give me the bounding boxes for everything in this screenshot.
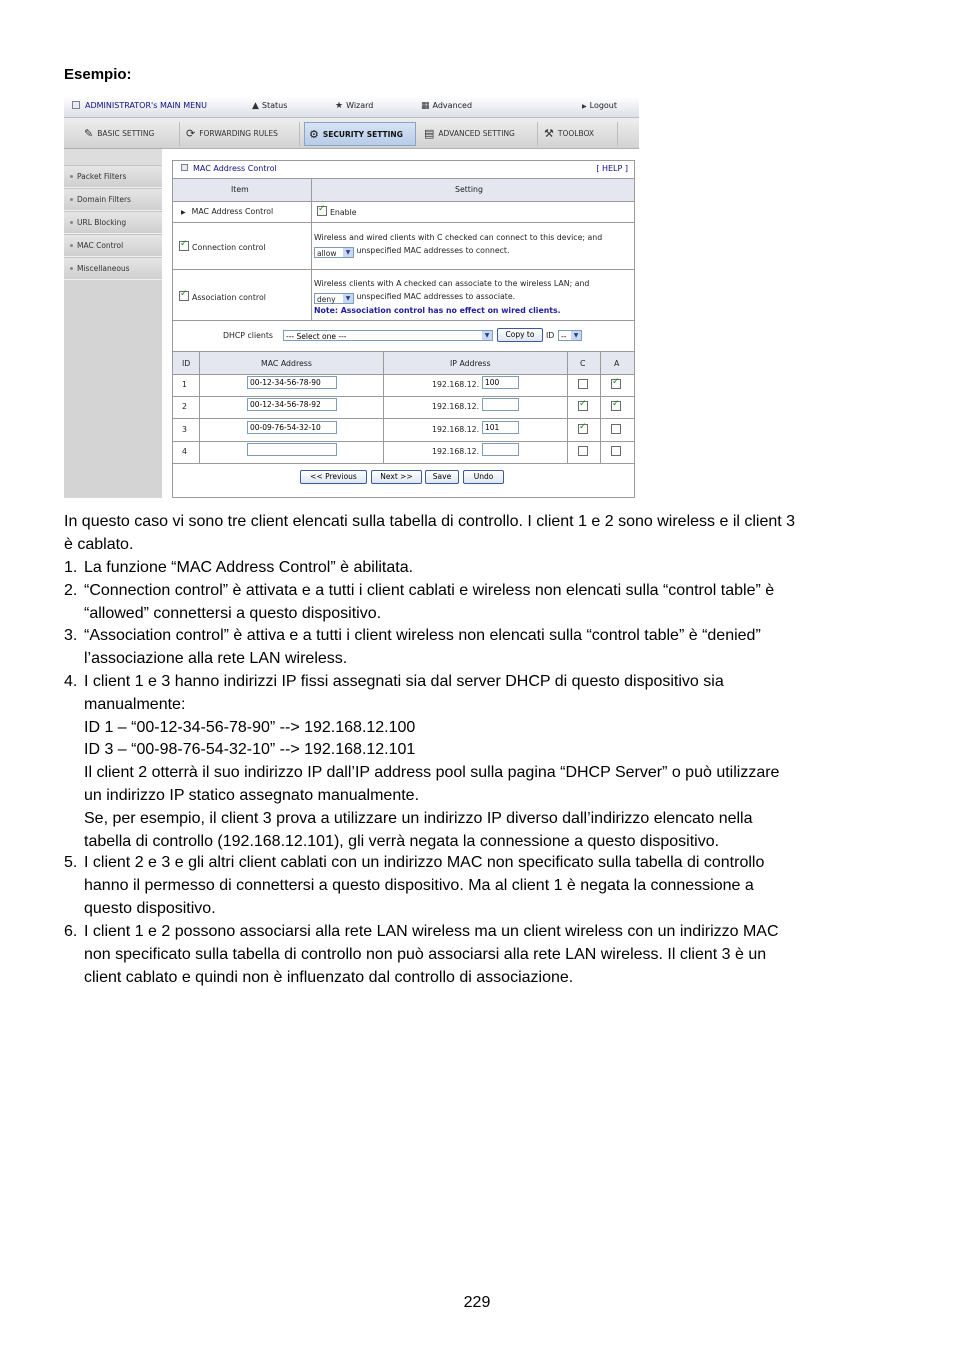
row-3-a-checkbox[interactable] bbox=[611, 424, 621, 434]
mac-control-label: ▶ MAC Address Control bbox=[181, 207, 274, 216]
row-4-ip-prefix: 192.168.12. bbox=[432, 447, 480, 456]
list-item-line: manualmente: bbox=[84, 695, 186, 713]
connection-control-checkbox[interactable]: ✓Connection control bbox=[179, 241, 266, 252]
bullet-icon bbox=[70, 198, 73, 201]
sidebar-item-domain-filters[interactable]: Domain Filters bbox=[64, 188, 162, 211]
mac-control-panel bbox=[172, 160, 635, 498]
dhcp-clients-label: DHCP clients bbox=[223, 331, 273, 340]
row-4-a-checkbox[interactable] bbox=[611, 446, 621, 456]
status-link[interactable]: ▲ Status bbox=[252, 101, 288, 111]
divider bbox=[173, 441, 634, 442]
list-number: 1. bbox=[64, 559, 78, 576]
basic-setting-icon: ✎ bbox=[84, 127, 94, 140]
undo-button[interactable]: Undo bbox=[463, 470, 504, 484]
row-3-ip-input[interactable]: 101 bbox=[482, 421, 519, 434]
advanced-link[interactable]: ▦ Advanced bbox=[421, 101, 473, 111]
list-item-line: questo dispositivo. bbox=[84, 899, 216, 917]
col-ip-header: IP Address bbox=[450, 359, 491, 368]
list-item-line: un indirizzo IP statico assegnato manualmente. bbox=[84, 786, 420, 804]
list-item bbox=[64, 580, 774, 626]
divider bbox=[173, 269, 634, 270]
row-2-a-checkbox[interactable] bbox=[611, 401, 621, 411]
row-1-ip-input[interactable]: 100 bbox=[482, 376, 519, 389]
association-policy-line: deny ▼ unspecified MAC addresses to associate. bbox=[314, 292, 515, 304]
tab-security-setting[interactable]: ⚙ SECURITY SETTING bbox=[304, 122, 416, 146]
tab-basic-setting[interactable]: ✎ BASIC SETTING bbox=[80, 122, 180, 146]
connection-policy-select[interactable]: allow ▼ bbox=[314, 247, 354, 258]
tab-toolbox[interactable]: ⚒ TOOLBOX bbox=[540, 122, 618, 146]
tab-forwarding-rules[interactable]: ⟳ FORWARDING RULES bbox=[182, 122, 300, 146]
row-1-id: 1 bbox=[182, 380, 187, 389]
row-3-mac-input[interactable]: 00-09-76-54-32-10 bbox=[247, 421, 337, 434]
dhcp-clients-select[interactable]: --- Select one --- ▼ bbox=[283, 330, 493, 341]
panel-title: MAC Address Control bbox=[181, 164, 277, 173]
list-item-line: Il client 2 otterrà il suo indirizzo IP dall’IP address pool sulla pagina “DHCP Server” o può utilizzare bbox=[84, 764, 780, 782]
connection-description: Wireless and wired clients with C checked can connect to this device; and bbox=[314, 233, 603, 242]
enable-checkbox[interactable]: ✓ Enable bbox=[317, 206, 357, 217]
page-number: 229 bbox=[463, 1294, 491, 1311]
list-item-line: client cablato e quindi non è influenzato dal controllo di associazione. bbox=[84, 968, 574, 986]
sidebar bbox=[64, 149, 162, 498]
id-label: ID bbox=[546, 331, 555, 340]
list-item-line: 5. I client 2 e 3 e gli altri client cablati con un indirizzo MAC non specificato sulla tabella di controllo bbox=[64, 852, 764, 875]
row-3-c-checkbox[interactable] bbox=[578, 424, 588, 434]
list-item-line: 3. “Association control” è attiva e a tutti i client wireless non elencati sulla “control table” è “denied” bbox=[64, 625, 761, 648]
list-number: 4. bbox=[64, 673, 78, 690]
list-item-line: 2. “Connection control” è attivata e a tutti i client cablati e wireless non elencati sulla “control table” è bbox=[64, 580, 774, 603]
intro-line-1: In questo caso vi sono tre client elencati sulla tabella di controllo. I client 1 e 2 sono wireless e il client 3 bbox=[64, 513, 796, 530]
sidebar-item-url-blocking[interactable]: URL Blocking bbox=[64, 211, 162, 234]
settings-header-row bbox=[173, 179, 634, 202]
checkbox-checked-icon bbox=[179, 291, 189, 301]
list-item-line: l’associazione alla rete LAN wireless. bbox=[84, 649, 348, 667]
row-2-ip-prefix: 192.168.12. bbox=[432, 402, 480, 411]
list-item bbox=[64, 921, 779, 989]
association-description: Wireless clients with A checked can associate to the wireless LAN; and bbox=[314, 279, 590, 288]
chevron-down-icon: ▼ bbox=[343, 294, 353, 303]
client-table-header bbox=[173, 352, 634, 375]
association-note: Note: Association control has no effect on wired clients. bbox=[314, 306, 561, 315]
divider bbox=[173, 320, 634, 321]
help-link[interactable]: [ HELP ] bbox=[596, 164, 628, 173]
wizard-icon: ★ bbox=[335, 101, 344, 111]
advanced-icon: ▦ bbox=[421, 101, 430, 111]
copy-to-button[interactable]: Copy to bbox=[497, 328, 543, 342]
list-item-line: non specificato sulla tabella di controllo non può associarsi alla rete LAN wireless. Il client 3 è un bbox=[84, 945, 767, 963]
row-4-id: 4 bbox=[182, 447, 187, 456]
previous-button[interactable]: << Previous bbox=[300, 470, 367, 484]
panel-title-bar bbox=[173, 161, 634, 179]
association-control-checkbox[interactable]: ✓Association control bbox=[179, 291, 266, 302]
row-1-a-checkbox[interactable] bbox=[611, 379, 621, 389]
sidebar-item-mac-control[interactable]: MAC Control bbox=[64, 234, 162, 257]
col-id-header: ID bbox=[182, 359, 191, 368]
divider bbox=[600, 352, 601, 464]
security-icon: ⚙ bbox=[309, 128, 319, 141]
id-select[interactable]: -- ▼ bbox=[558, 330, 582, 341]
row-3-id: 3 bbox=[182, 425, 187, 434]
row-2-ip-input[interactable] bbox=[482, 398, 519, 411]
top-menu-bar bbox=[64, 97, 639, 118]
bullet-icon bbox=[70, 175, 73, 178]
divider bbox=[567, 352, 568, 464]
sidebar-spacer bbox=[64, 149, 162, 165]
list-number: 3. bbox=[64, 627, 78, 644]
divider bbox=[173, 418, 634, 419]
intro-line-2: è cablato. bbox=[64, 536, 134, 553]
chevron-down-icon: ▼ bbox=[343, 248, 353, 257]
col-c-header: C bbox=[580, 359, 586, 368]
checkbox-checked-icon bbox=[179, 241, 189, 251]
list-item-line: Se, per esempio, il client 3 prova a utilizzare un indirizzo IP diverso dall’indirizzo elencato nella bbox=[84, 809, 753, 827]
divider bbox=[173, 463, 634, 464]
square-icon bbox=[181, 164, 188, 171]
list-item-line: ID 1 – “00-12-34-56-78-90” --> 192.168.12.100 bbox=[84, 718, 416, 736]
bullet-icon bbox=[70, 221, 73, 224]
chevron-down-icon: ▼ bbox=[482, 331, 492, 340]
list-number: 5. bbox=[64, 854, 78, 871]
bullet-icon bbox=[70, 244, 73, 247]
divider bbox=[199, 352, 200, 464]
next-button[interactable]: Next >> bbox=[371, 470, 422, 484]
divider bbox=[311, 179, 312, 321]
row-3-ip-prefix: 192.168.12. bbox=[432, 425, 480, 434]
divider bbox=[173, 396, 634, 397]
list-item-line: tabella di controllo (192.168.12.101), gli verrà negata la connessione a questo dispositivo. bbox=[84, 832, 720, 850]
list-item-line: 4. I client 1 e 3 hanno indirizzi IP fissi assegnati sia dal server DHCP di questo dispositivo sia bbox=[64, 671, 779, 694]
wizard-link[interactable]: ★ Wizard bbox=[335, 101, 374, 111]
association-policy-select[interactable]: deny ▼ bbox=[314, 293, 354, 304]
example-heading: Esempio: bbox=[64, 66, 132, 83]
router-screenshot bbox=[64, 97, 639, 498]
row-4-c-checkbox[interactable] bbox=[578, 446, 588, 456]
row-4-mac-input[interactable] bbox=[247, 443, 337, 456]
connection-policy-line: allow ▼ unspecified MAC addresses to connect. bbox=[314, 246, 509, 258]
row-2-mac-input[interactable]: 00-12-34-56-78-92 bbox=[247, 398, 337, 411]
sidebar-item-packet-filters[interactable]: Packet Filters bbox=[64, 165, 162, 188]
list-item-line: hanno il permesso di connettersi a questo dispositivo. Ma al client 1 è negata la connessione a bbox=[84, 876, 754, 894]
advanced-setting-icon: ▤ bbox=[424, 127, 435, 140]
status-icon: ▲ bbox=[252, 101, 259, 111]
bullet-icon bbox=[70, 267, 73, 270]
logout-link[interactable]: ▶ Logout bbox=[582, 101, 618, 110]
row-2-c-checkbox[interactable] bbox=[578, 401, 588, 411]
list-item bbox=[64, 671, 779, 853]
divider bbox=[173, 222, 634, 223]
checkbox-checked-icon bbox=[317, 206, 327, 216]
row-4-ip-input[interactable] bbox=[482, 443, 519, 456]
toolbox-icon: ⚒ bbox=[544, 127, 554, 140]
arrow-right-icon: ▶ bbox=[582, 103, 587, 110]
tab-advanced-setting[interactable]: ▤ ADVANCED SETTING bbox=[420, 122, 538, 146]
sidebar-item-miscellaneous[interactable]: Miscellaneous bbox=[64, 257, 162, 280]
col-setting-header: Setting bbox=[455, 185, 483, 194]
row-1-ip-prefix: 192.168.12. bbox=[432, 380, 480, 389]
arrow-right-icon: ▶ bbox=[181, 209, 186, 216]
col-item-header: Item bbox=[231, 185, 249, 194]
square-icon bbox=[72, 101, 80, 109]
col-mac-header: MAC Address bbox=[261, 359, 312, 368]
save-button[interactable]: Save bbox=[425, 470, 459, 484]
list-item-line: 1. La funzione “MAC Address Control” è abilitata. bbox=[64, 557, 413, 580]
row-1-mac-input[interactable]: 00-12-34-56-78-90 bbox=[247, 376, 337, 389]
col-a-header: A bbox=[614, 359, 620, 368]
list-item bbox=[64, 557, 413, 580]
main-tab-bar bbox=[64, 118, 639, 149]
list-item bbox=[64, 852, 764, 920]
list-number: 6. bbox=[64, 923, 78, 940]
list-item-line: ID 3 – “00-98-76-54-32-10” --> 192.168.12.101 bbox=[84, 741, 416, 759]
chevron-down-icon: ▼ bbox=[571, 331, 581, 340]
admin-main-menu-link[interactable]: ADMINISTRATOR's MAIN MENU bbox=[72, 101, 207, 110]
divider bbox=[383, 352, 384, 464]
list-number: 2. bbox=[64, 582, 78, 599]
list-item bbox=[64, 625, 761, 671]
list-item-line: “allowed” connettersi a questo dispositivo. bbox=[84, 604, 382, 622]
row-1-c-checkbox[interactable] bbox=[578, 379, 588, 389]
row-2-id: 2 bbox=[182, 402, 187, 411]
list-item-line: 6. I client 1 e 2 possono associarsi alla rete LAN wireless ma un client wireless con un indirizzo MAC bbox=[64, 921, 779, 944]
forwarding-icon: ⟳ bbox=[186, 127, 196, 140]
